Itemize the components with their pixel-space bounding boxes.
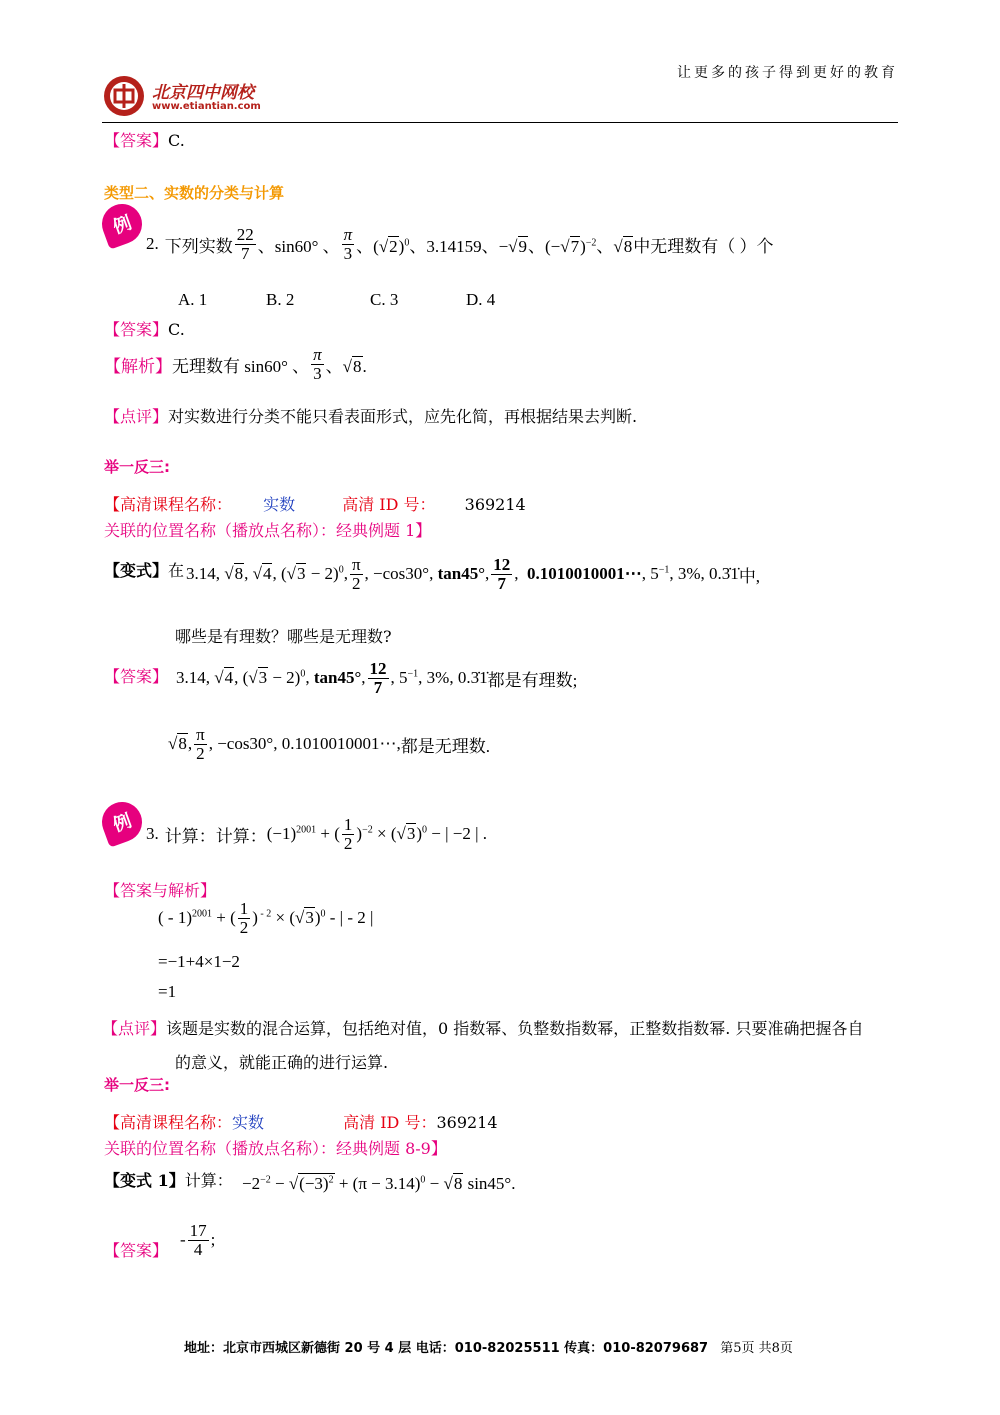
example2-comment <box>104 404 637 427</box>
practice-title: 举一反三: <box>104 1076 170 1094</box>
comment-text: 对实数进行分类不能只看表面形式，应先化简，再根据结果去判断. <box>168 407 638 426</box>
course-name: 实数 <box>232 1113 265 1132</box>
answer-line-1 <box>104 128 185 151</box>
option-c: C. 3 <box>370 290 399 309</box>
footer <box>184 1337 793 1356</box>
option-b: B. 2 <box>266 290 295 309</box>
section-title: 类型二、实数的分类与计算 <box>104 184 285 202</box>
example-badge-icon: 例 <box>96 796 147 847</box>
footer-page: 第5页 共8页 <box>720 1341 793 1356</box>
option-a: A. 1 <box>178 290 208 309</box>
header-slogan: 让更多的孩子得到更好的教育 <box>677 65 898 81</box>
variant1-question: 【变式 1】计算： <box>104 1171 233 1190</box>
example-number: 2. <box>146 234 159 254</box>
analysis-tag: 【解析】 <box>104 356 172 376</box>
options-row <box>178 290 495 310</box>
school-logo <box>102 74 282 118</box>
solution-step-3: =1 <box>158 982 177 1001</box>
variant1-answer-tag: 【答案】 <box>104 1241 169 1260</box>
id-value: 369214 <box>436 1113 498 1132</box>
related-position: 关联的位置名称（播放点名称）：经典例题 8-9】 <box>104 1139 447 1158</box>
comment-line-2: 的意义，就能正确的进行运算. <box>175 1053 389 1072</box>
answer-analysis-tag: 【答案与解析】 <box>104 881 217 900</box>
header-rule <box>102 122 898 123</box>
question-prefix: 计算：计算： <box>164 826 267 846</box>
id-label: 高清 ID 号： <box>343 1113 437 1132</box>
logo-url: www.etiantian.com <box>152 101 261 112</box>
footer-address: 地址：北京市西城区新德街 20 号 4 层 电话：010-82025511 传真：010-82079687 <box>184 1341 709 1356</box>
example-badge-icon: 例 <box>96 198 147 249</box>
solution-step-1: ( - 1)$^{2001}$ + ( $\frac{1}{2}$ ) $^{- 2} \times (√3)^0$ - | - 2 | <box>158 899 374 937</box>
course-name: 实数 <box>263 495 296 514</box>
variant-answer-tag: 【答案】 <box>104 667 169 686</box>
related-position: 关联的位置名称（播放点名称）：经典例题 1】 <box>104 521 432 540</box>
course-label: 【高清课程名称： <box>104 495 233 514</box>
fraction-22-7: $\frac{22}{7}$ <box>236 225 254 263</box>
course-label: 【高清课程名称： <box>104 1113 233 1132</box>
example-number: 3. <box>146 824 159 844</box>
course-info <box>104 492 526 515</box>
analysis-text: 无理数有 sin60° <box>172 356 288 376</box>
comment-tag: 【点评】 <box>104 407 169 426</box>
fraction-pi-3: $\frac{\pi}{3}$ <box>313 345 322 383</box>
id-value: 369214 <box>464 495 526 514</box>
answer-tag: 【答案】 <box>104 131 169 150</box>
solution-step-2: =−1+4×1−2 <box>158 952 240 971</box>
logo-name: 北京四中网校 <box>152 83 254 103</box>
answer-text: C. <box>168 320 185 339</box>
option-d: D. 4 <box>466 290 496 309</box>
comment-tag: 【点评】 <box>102 1019 167 1038</box>
practice-title: 举一反三: <box>104 458 170 476</box>
example2-answer <box>104 317 185 340</box>
question-suffix: 中无理数有（ ）个 <box>633 236 774 256</box>
example2-question: 2. 下列实数 $\frac{22}{7}$ 、sin60° 、 $\frac{\pi}{3}$ 、$(√2)^0$、3.14159、−√9、$(-√7)^{-2}$、√8 中无理数有（ ）个 <box>146 225 774 263</box>
fraction-pi-3: $\frac{\pi}{3}$ <box>343 225 353 263</box>
variant-expression: 3.14, √8, √4, $(√3 - 2)^0$, $\frac{\pi}{2}$ , −cos30°, tan45°, $\frac{12}{7}$ , 0.1010010001⋯, $5^{-1}$, 3%, 0.3̇1̇ 中, <box>186 555 761 593</box>
comment-line-1: 该题是实数的混合运算，包括绝对值，0 指数幂、负整数指数幂，正整数指数幂. 只要准确把握各自 <box>166 1019 864 1038</box>
id-label: 高清 ID 号： <box>342 495 436 514</box>
variant1-expression: $-2^{-2} - √(-3)^2 + (\pi - 3.14)^0 - √8$ sin45°. <box>242 1174 516 1193</box>
answer-text: C. <box>168 131 185 150</box>
variant1-answer: - $\frac{17}{4}$ ; <box>180 1221 216 1259</box>
answer-tag: 【答案】 <box>104 320 169 339</box>
example2-analysis: 【解析】 无理数有 sin60° 、 $\frac{\pi}{3}$ 、√8. <box>104 345 367 383</box>
question-prefix: 下列实数 <box>164 236 233 256</box>
example3-comment <box>102 1016 863 1039</box>
example3-question: 3. 计算：计算： $(-1)^{2001}$ + ( $\frac{1}{2}$ )$^{-2} \times (√3)^0$ − | −2 | . <box>146 815 487 853</box>
answer-irrational: √8, $\frac{\pi}{2}$ , −cos30°, 0.1010010001⋯, 都是无理数. <box>168 725 490 763</box>
answer-rational: 3.14, √4, $(√3 - 2)^0$, tan45°, $\frac{12}{7}$ , $5^{-1}$, 3%, 0.3̇1̇ 都是有理数; <box>176 659 578 697</box>
variant-tag: 【变式】在 <box>104 561 185 580</box>
logo-emblem-icon <box>102 74 146 118</box>
course-info <box>104 1110 498 1133</box>
variant-question: 哪些是有理数？哪些是无理数? <box>175 627 392 646</box>
